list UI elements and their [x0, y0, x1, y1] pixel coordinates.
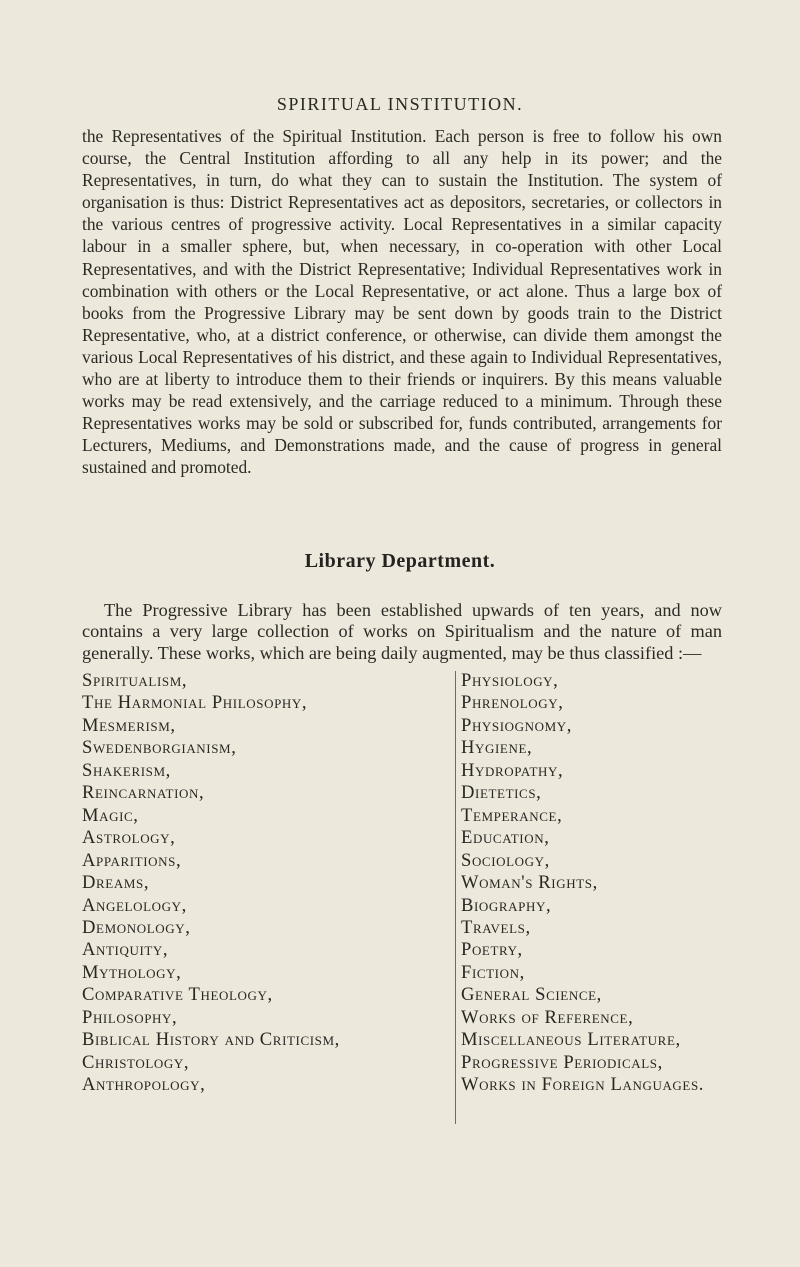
list-item: Miscellaneous Literature,: [461, 1029, 681, 1051]
list-item: Works of Reference,: [461, 1006, 634, 1028]
list-item: Comparative Theology,: [82, 984, 273, 1006]
list-item: Spiritualism,: [82, 670, 188, 691]
list-item: Works in Foreign Languages.: [461, 1074, 705, 1096]
list-item: Dietetics,: [461, 782, 542, 804]
section-heading-library: Library Department.: [304, 550, 496, 572]
list-item: Travels,: [461, 916, 531, 938]
list-item: Hydropathy,: [461, 759, 564, 781]
list-item: Mythology,: [82, 961, 182, 983]
classification-list-left: [82, 670, 442, 1097]
list-item: General Science,: [461, 984, 602, 1006]
library-paragraph: The Progressive Library has been established upwards of ten years, and now contains a very large collection of works on Spiritualism and the nature of man generally. These works, which are being daily augmented, may be thus classified :—: [82, 600, 722, 663]
list-item: Temperance,: [461, 804, 563, 826]
list-item: Mesmerism,: [82, 714, 176, 736]
list-item: Sociology,: [461, 849, 550, 871]
column-divider: [455, 671, 456, 1124]
list-item: Physiology,: [461, 670, 559, 691]
list-item: Hygiene,: [461, 737, 533, 759]
list-item: Magic,: [82, 804, 139, 826]
list-item: Swedenborgianism,: [82, 737, 237, 759]
list-item: Demonology,: [82, 916, 191, 938]
list-item: Education,: [461, 827, 550, 849]
list-item: Poetry,: [461, 939, 523, 961]
list-item: Reincarnation,: [82, 782, 205, 804]
list-item: Philosophy,: [82, 1006, 178, 1028]
list-item: Anthropology,: [82, 1074, 206, 1096]
list-item: Biography,: [461, 894, 552, 916]
classification-list-right: [461, 670, 761, 1097]
list-item: Phrenology,: [461, 692, 564, 714]
list-item: Angelology,: [82, 894, 187, 916]
intro-paragraph: the Representatives of the Spiritual Institution. Each person is free to follow his own course, the Central Institution affording to all any help in its power; and the Representatives, in turn, do what they can to sustain the Institution. The system of organisation is thus: District Representatives act as depositors, secretaries, or collectors in the various centres of progressive activity. Local Representatives in a similar capacity labour in a smaller sphere, but, when necessary, in co-operation with other Local Representatives, and with the District Representative; Individual Representatives work in combination with others or the Local Representative, or act alone. Thus a large box of books from the Progressive Library may be sent down by goods train to the District Representative, who, at a district conference, or otherwise, can divide them amongst the various Local Representatives of his district, and these again to Individual Representatives, who are at liberty to introduce them to their friends or inquirers. By this means valuable works may be read extensively, and the carriage reduced to a minimum. Through these Representatives works may be sold or subscribed for, funds contributed, arrangements for Lecturers, Mediums, and Demonstrations made, and the cause of progress in general sustained and promoted.: [82, 126, 722, 478]
list-item: Fiction,: [461, 961, 525, 983]
page-header: SPIRITUAL INSTITUTION.: [276, 94, 524, 114]
list-item: Physiognomy,: [461, 714, 573, 736]
list-item: Antiquity,: [82, 939, 169, 961]
list-item: Christology,: [82, 1051, 190, 1073]
list-item: The Harmonial Philosophy,: [82, 692, 308, 714]
list-item: Astrology,: [82, 827, 176, 849]
list-item: Biblical History and Criticism,: [82, 1029, 340, 1051]
list-item: Woman's Rights,: [461, 872, 598, 894]
list-item: Shakerism,: [82, 759, 171, 781]
list-item: Apparitions,: [82, 849, 182, 871]
list-item: Dreams,: [82, 872, 150, 894]
list-item: Progressive Periodicals,: [461, 1051, 663, 1073]
